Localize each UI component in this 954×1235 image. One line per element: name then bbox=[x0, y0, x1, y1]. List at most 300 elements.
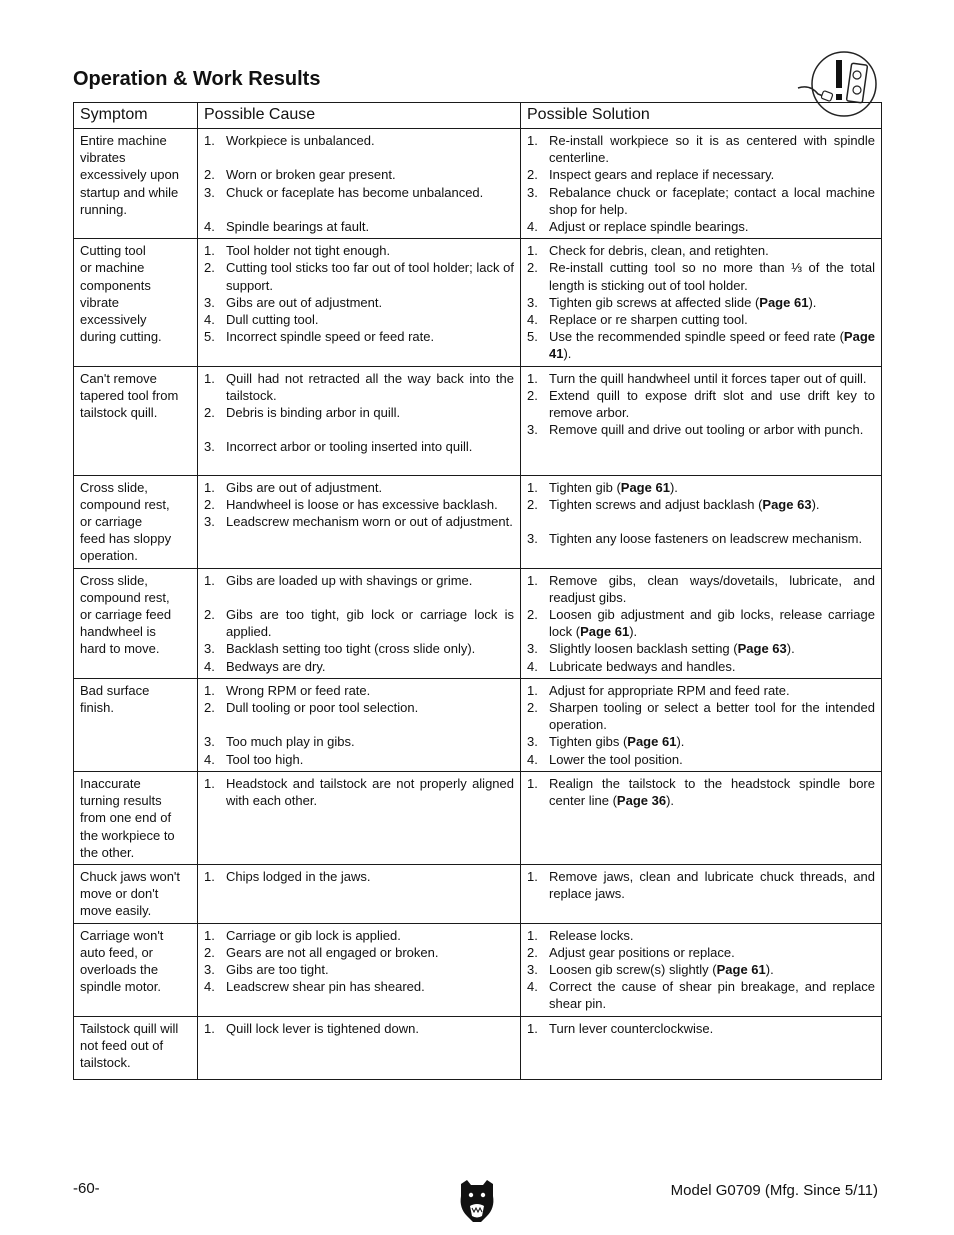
item-text-part: ). bbox=[629, 624, 638, 640]
cause-cell bbox=[198, 475, 521, 568]
item-number: 2. bbox=[204, 700, 215, 716]
item-number: 3. bbox=[204, 184, 215, 200]
item-number: 1. bbox=[527, 682, 538, 698]
item-text bbox=[226, 699, 514, 716]
item-text bbox=[226, 751, 514, 768]
item-text-part: Gibs are too tight, gib lock or carriage lock is applied. bbox=[226, 607, 514, 640]
cause-item bbox=[204, 868, 514, 885]
item-text-part: Lower the tool position. bbox=[549, 751, 683, 767]
cause-cell bbox=[198, 1016, 521, 1079]
solution-item bbox=[527, 530, 875, 547]
item-text-part: Remove gibs, clean ways/dovetails, lubricate, and readjust gibs. bbox=[549, 572, 875, 605]
item-text bbox=[549, 259, 875, 293]
solution-item bbox=[527, 259, 875, 293]
item-number: 1. bbox=[204, 1020, 215, 1036]
item-text bbox=[226, 640, 514, 657]
item-spacer bbox=[527, 513, 875, 530]
item-text-part: Chips lodged in the jaws. bbox=[226, 868, 371, 884]
item-text bbox=[549, 606, 875, 640]
item-text-part: Tighten gib ( bbox=[549, 479, 621, 495]
item-number: 4. bbox=[527, 658, 538, 674]
item-number: 4. bbox=[527, 219, 538, 235]
item-text-part: Loosen gib screw(s) slightly ( bbox=[549, 961, 717, 977]
item-number: 2. bbox=[527, 387, 538, 403]
table-row bbox=[74, 475, 882, 568]
symptom-cell: Entire machine vibrates excessively upon startup and while running. bbox=[74, 129, 198, 239]
header-possible-solution: Possible Solution bbox=[521, 103, 882, 129]
item-text bbox=[226, 496, 514, 513]
item-text bbox=[226, 370, 514, 404]
cause-item bbox=[204, 370, 514, 404]
solution-cell bbox=[521, 923, 882, 1016]
cause-cell bbox=[198, 923, 521, 1016]
item-text bbox=[549, 682, 875, 699]
solution-item bbox=[527, 242, 875, 259]
item-spacer bbox=[204, 421, 514, 438]
solution-item bbox=[527, 658, 875, 675]
item-number: 1. bbox=[204, 133, 215, 148]
page-reference: Page 61 bbox=[627, 734, 677, 750]
solution-cell bbox=[521, 864, 882, 923]
item-number: 4. bbox=[204, 218, 215, 234]
item-number: 1. bbox=[204, 775, 215, 791]
item-text-part: ). bbox=[786, 641, 795, 657]
item-number: 1. bbox=[527, 572, 538, 588]
item-text bbox=[549, 868, 875, 902]
cause-item bbox=[204, 1020, 514, 1037]
cause-item bbox=[204, 606, 514, 640]
item-text-part: Chuck or faceplate has become unbalanced. bbox=[226, 184, 484, 200]
cause-item bbox=[204, 640, 514, 657]
item-text-part: Leadscrew mechanism worn or out of adjustment. bbox=[226, 514, 513, 530]
item-text-part: Handwheel is loose or has excessive backlash. bbox=[226, 496, 498, 512]
solution-cell bbox=[521, 771, 882, 864]
item-number: 3. bbox=[204, 641, 215, 657]
item-text-part: Quill had not retracted all the way back into the tailstock. bbox=[226, 370, 514, 403]
item-text bbox=[549, 751, 875, 768]
item-text-part: Incorrect arbor or tooling inserted into quill. bbox=[226, 439, 473, 455]
item-text bbox=[549, 294, 875, 311]
item-text bbox=[549, 927, 875, 944]
item-text-part: Extend quill to expose drift slot and use drift key to remove arbor. bbox=[549, 387, 875, 421]
table-row bbox=[74, 923, 882, 1016]
item-text bbox=[226, 978, 514, 995]
solution-item bbox=[527, 166, 875, 183]
item-number: 4. bbox=[527, 979, 538, 995]
solution-item bbox=[527, 868, 875, 902]
header-symptom: Symptom bbox=[74, 103, 198, 129]
cause-cell bbox=[198, 129, 521, 239]
item-number: 2. bbox=[527, 607, 538, 623]
item-text bbox=[226, 259, 514, 293]
item-number: 2. bbox=[527, 496, 538, 512]
item-text-part: Gears are not all engaged or broken. bbox=[226, 944, 439, 960]
item-text bbox=[549, 699, 875, 733]
solution-item bbox=[527, 184, 875, 218]
item-number: 1. bbox=[204, 927, 215, 943]
solution-item bbox=[527, 496, 875, 513]
item-number: 1. bbox=[527, 1020, 538, 1036]
item-text-part: Dull cutting tool. bbox=[226, 312, 319, 328]
item-text-part: Release locks. bbox=[549, 927, 634, 943]
solution-item bbox=[527, 606, 875, 640]
item-text bbox=[226, 438, 514, 455]
item-text bbox=[226, 328, 514, 345]
item-text bbox=[226, 132, 514, 149]
solution-item bbox=[527, 1020, 875, 1037]
solution-item bbox=[527, 699, 875, 733]
item-text-part: Inspect gears and replace if necessary. bbox=[549, 167, 775, 183]
item-text-part: Lubricate bedways and handles. bbox=[549, 658, 736, 674]
item-text bbox=[549, 166, 875, 183]
cause-item bbox=[204, 513, 514, 530]
page-reference: Page 36 bbox=[616, 793, 667, 809]
item-text bbox=[226, 404, 514, 421]
solution-item bbox=[527, 961, 875, 978]
page-reference: Page 63 bbox=[737, 641, 787, 657]
item-text-part: Realign the tailstock to the headstock spindle bore center line ( bbox=[549, 775, 875, 809]
cause-item bbox=[204, 682, 514, 699]
item-text-part: Gibs are too tight. bbox=[226, 961, 329, 977]
solution-item bbox=[527, 387, 875, 421]
item-text bbox=[226, 927, 514, 944]
table-row bbox=[74, 568, 882, 678]
cause-item bbox=[204, 259, 514, 293]
item-number: 2. bbox=[204, 496, 215, 512]
item-text bbox=[226, 775, 514, 809]
troubleshooting-table bbox=[73, 102, 882, 1080]
solution-cell bbox=[521, 475, 882, 568]
solution-cell bbox=[521, 678, 882, 771]
item-text-part: ). bbox=[765, 961, 774, 977]
item-text bbox=[226, 1020, 514, 1037]
cause-cell bbox=[198, 239, 521, 366]
item-text bbox=[226, 944, 514, 961]
cause-item bbox=[204, 166, 514, 183]
item-text-part: Backlash setting too tight (cross slide only). bbox=[226, 641, 476, 657]
symptom-cell: Chuck jaws won't move or don't move easily. bbox=[74, 864, 198, 923]
item-number: 1. bbox=[204, 572, 215, 588]
cause-item bbox=[204, 699, 514, 716]
item-text bbox=[226, 733, 514, 750]
item-text bbox=[549, 572, 875, 606]
cause-item bbox=[204, 218, 514, 235]
cause-item bbox=[204, 927, 514, 944]
item-number: 4. bbox=[204, 751, 215, 767]
item-number: 3. bbox=[204, 961, 215, 977]
item-text bbox=[549, 184, 875, 218]
item-text bbox=[226, 513, 514, 530]
item-number: 1. bbox=[527, 868, 538, 884]
item-text-part: Adjust gear positions or replace. bbox=[549, 944, 735, 960]
item-text-part: Quill lock lever is tightened down. bbox=[226, 1020, 419, 1036]
cause-item bbox=[204, 311, 514, 328]
item-number: 1. bbox=[527, 775, 538, 791]
solution-cell bbox=[521, 568, 882, 678]
item-text-part: Tool too high. bbox=[226, 751, 304, 767]
item-text-part: Adjust for appropriate RPM and feed rate. bbox=[549, 682, 790, 698]
item-number: 2. bbox=[527, 944, 538, 960]
item-text-part: Dull tooling or poor tool selection. bbox=[226, 700, 419, 716]
solution-item bbox=[527, 218, 875, 235]
item-text-part: Remove jaws, clean and lubricate chuck threads, and replace jaws. bbox=[549, 868, 875, 902]
item-text bbox=[226, 961, 514, 978]
table-row bbox=[74, 239, 882, 366]
item-spacer bbox=[204, 716, 514, 733]
item-number: 1. bbox=[527, 479, 538, 495]
item-text-part: Gibs are loaded up with shavings or grime. bbox=[226, 572, 473, 588]
cause-item bbox=[204, 294, 514, 311]
cause-cell bbox=[198, 568, 521, 678]
item-text-part: ). bbox=[666, 793, 675, 809]
item-number: 1. bbox=[204, 370, 215, 386]
cause-item bbox=[204, 242, 514, 259]
item-text bbox=[549, 775, 875, 809]
item-number: 3. bbox=[527, 184, 538, 200]
symptom-cell: Cutting tool or machine components vibrate excessively during cutting. bbox=[74, 239, 198, 366]
symptom-cell: Inaccurate turning results from one end of the workpiece to the other. bbox=[74, 771, 198, 864]
solution-item bbox=[527, 682, 875, 699]
item-number: 3. bbox=[204, 734, 215, 750]
grizzly-bear-logo-icon bbox=[457, 1178, 497, 1224]
item-text bbox=[549, 658, 875, 675]
item-number: 2. bbox=[527, 700, 538, 716]
item-text bbox=[549, 733, 875, 750]
item-text bbox=[549, 242, 875, 259]
item-text-part: Rebalance chuck or faceplate; contact a local machine shop for help. bbox=[549, 184, 875, 217]
solution-cell bbox=[521, 129, 882, 239]
item-number: 3. bbox=[527, 641, 538, 657]
page-reference: Page 61 bbox=[716, 961, 766, 977]
item-text bbox=[549, 132, 875, 166]
item-text bbox=[549, 421, 875, 438]
solution-item bbox=[527, 328, 875, 362]
item-text-part: Too much play in gibs. bbox=[226, 734, 355, 750]
table-row bbox=[74, 366, 882, 475]
solution-cell bbox=[521, 366, 882, 475]
item-text-part: Headstock and tailstock are not properly aligned with each other. bbox=[226, 775, 514, 809]
item-number: 4. bbox=[527, 312, 538, 328]
item-text-part: Correct the cause of shear pin breakage, and replace shear pin. bbox=[549, 979, 875, 1012]
symptom-cell: Cross slide, compound rest, or carriage feed has sloppy operation. bbox=[74, 475, 198, 568]
item-text bbox=[226, 184, 514, 201]
item-text-part: Debris is binding arbor in quill. bbox=[226, 405, 401, 421]
solution-item bbox=[527, 733, 875, 750]
item-number: 1. bbox=[204, 868, 215, 884]
item-number: 1. bbox=[204, 682, 215, 698]
solution-item bbox=[527, 751, 875, 768]
item-text-part: Loosen gib adjustment and gib locks, release carriage lock ( bbox=[549, 607, 875, 640]
item-text-part: Remove quill and drive out tooling or arbor with punch. bbox=[549, 422, 864, 438]
item-text bbox=[226, 311, 514, 328]
item-text bbox=[549, 944, 875, 961]
item-text-part: Gibs are out of adjustment. bbox=[226, 479, 383, 495]
cause-item bbox=[204, 733, 514, 750]
solution-item bbox=[527, 311, 875, 328]
item-text bbox=[226, 606, 514, 640]
solution-item bbox=[527, 572, 875, 606]
cause-item bbox=[204, 132, 514, 149]
item-number: 3. bbox=[204, 439, 215, 455]
item-number: 3. bbox=[204, 294, 215, 310]
cause-item bbox=[204, 438, 514, 455]
item-number: 1. bbox=[527, 927, 538, 943]
solution-item bbox=[527, 640, 875, 657]
item-text-part: Tighten gib screws at affected slide ( bbox=[549, 294, 760, 310]
cause-item bbox=[204, 775, 514, 809]
page-reference: Page 63 bbox=[762, 496, 812, 512]
cause-item bbox=[204, 751, 514, 768]
page-title: Operation & Work Results bbox=[73, 68, 321, 90]
item-spacer bbox=[204, 149, 514, 166]
item-number: 3. bbox=[204, 514, 215, 530]
item-text bbox=[226, 166, 514, 183]
table-row bbox=[74, 129, 882, 239]
solution-item bbox=[527, 421, 875, 438]
item-spacer bbox=[204, 589, 514, 606]
table-row bbox=[74, 678, 882, 771]
cause-item bbox=[204, 404, 514, 421]
item-text-part: ). bbox=[676, 734, 685, 750]
page-reference: Page 61 bbox=[580, 624, 630, 640]
item-number: 4. bbox=[204, 979, 215, 995]
item-number: 1. bbox=[204, 243, 215, 259]
symptom-cell: Carriage won't auto feed, or overloads the spindle motor. bbox=[74, 923, 198, 1016]
item-number: 3. bbox=[527, 531, 538, 547]
item-text bbox=[226, 479, 514, 496]
item-text bbox=[226, 682, 514, 699]
item-text-part: Sharpen tooling or select a better tool for the intended operation. bbox=[549, 700, 875, 733]
item-number: 3. bbox=[527, 734, 538, 750]
item-text-part: Re-install workpiece so it is as centered with spindle centerline. bbox=[549, 133, 875, 166]
cause-item bbox=[204, 658, 514, 675]
item-text bbox=[549, 961, 875, 978]
item-text bbox=[549, 1020, 875, 1037]
item-text-part: Tighten gibs ( bbox=[549, 734, 628, 750]
item-text-part: Spindle bearings at fault. bbox=[226, 218, 370, 234]
item-number: 5. bbox=[204, 329, 215, 345]
item-text-part: ). bbox=[808, 294, 817, 310]
item-text-part: Leadscrew shear pin has sheared. bbox=[226, 979, 425, 995]
cause-item bbox=[204, 328, 514, 345]
item-text-part: ). bbox=[669, 479, 678, 495]
item-text bbox=[549, 530, 875, 547]
cause-item bbox=[204, 184, 514, 201]
item-text-part: Tighten any loose fasteners on leadscrew mechanism. bbox=[549, 531, 863, 547]
table-row bbox=[74, 864, 882, 923]
item-text bbox=[549, 311, 875, 328]
cause-item bbox=[204, 496, 514, 513]
solution-item bbox=[527, 370, 875, 387]
item-text bbox=[549, 640, 875, 657]
cause-item bbox=[204, 961, 514, 978]
symptom-cell: Bad surface finish. bbox=[74, 678, 198, 771]
item-text bbox=[549, 387, 875, 421]
item-text bbox=[549, 496, 875, 513]
solution-item bbox=[527, 479, 875, 496]
item-number: 1. bbox=[527, 133, 538, 148]
item-number: 3. bbox=[527, 422, 538, 438]
item-text bbox=[226, 658, 514, 675]
cause-item bbox=[204, 978, 514, 995]
solution-item bbox=[527, 944, 875, 961]
item-text-part: Tighten screws and adjust backlash ( bbox=[549, 496, 763, 512]
item-text-part: Gibs are out of adjustment. bbox=[226, 294, 383, 310]
solution-item bbox=[527, 927, 875, 944]
solution-item bbox=[527, 978, 875, 1012]
item-number: 2. bbox=[204, 607, 215, 623]
item-spacer bbox=[204, 201, 514, 218]
item-text-part: Slightly loosen backlash setting ( bbox=[549, 641, 738, 657]
item-number: 2. bbox=[204, 405, 215, 421]
item-number: 2. bbox=[527, 260, 538, 276]
item-text bbox=[549, 328, 875, 362]
cause-item bbox=[204, 479, 514, 496]
symptom-cell: Can't remove tapered tool from tailstock quill. bbox=[74, 366, 198, 475]
model-label: Model G0709 (Mfg. Since 5/11) bbox=[670, 1182, 878, 1199]
item-text bbox=[226, 572, 514, 589]
cause-cell bbox=[198, 366, 521, 475]
symptom-cell: Cross slide, compound rest, or carriage feed handwheel is hard to move. bbox=[74, 568, 198, 678]
page-reference: Page 41 bbox=[549, 329, 875, 362]
item-number: 2. bbox=[204, 260, 215, 276]
solution-cell bbox=[521, 239, 882, 366]
solution-item bbox=[527, 294, 875, 311]
item-number: 3. bbox=[527, 961, 538, 977]
item-text-part: Use the recommended spindle speed or feed rate ( bbox=[549, 329, 844, 345]
symptom-cell: Tailstock quill will not feed out of tailstock. bbox=[74, 1016, 198, 1079]
item-text-part: ). bbox=[563, 346, 572, 362]
item-text-part: Carriage or gib lock is applied. bbox=[226, 927, 401, 943]
item-number: 1. bbox=[527, 243, 538, 259]
item-text-part: Incorrect spindle speed or feed rate. bbox=[226, 329, 435, 345]
item-number: 2. bbox=[204, 944, 215, 960]
item-text bbox=[549, 370, 875, 387]
item-text-part: Wrong RPM or feed rate. bbox=[226, 682, 371, 698]
item-number: 1. bbox=[204, 479, 215, 495]
page-reference: Page 61 bbox=[620, 479, 670, 495]
item-text bbox=[549, 479, 875, 496]
page-reference: Page 61 bbox=[759, 294, 809, 310]
solution-item bbox=[527, 132, 875, 166]
page-number: -60- bbox=[73, 1180, 100, 1197]
item-text-part: Turn the quill handwheel until it forces taper out of quill. bbox=[549, 370, 867, 386]
item-number: 2. bbox=[527, 167, 538, 183]
item-text-part: Cutting tool sticks too far out of tool holder; lack of support. bbox=[226, 260, 514, 293]
item-text bbox=[549, 218, 875, 235]
cause-cell bbox=[198, 864, 521, 923]
solution-item bbox=[527, 775, 875, 809]
item-number: 2. bbox=[204, 167, 215, 183]
item-text-part: Turn lever counterclockwise. bbox=[549, 1020, 714, 1036]
table-header-row bbox=[74, 103, 882, 129]
item-text-part: Adjust or replace spindle bearings. bbox=[549, 219, 749, 235]
item-number: 4. bbox=[204, 312, 215, 328]
item-text bbox=[226, 294, 514, 311]
item-text-part: Replace or re sharpen cutting tool. bbox=[549, 312, 748, 328]
item-number: 3. bbox=[527, 294, 538, 310]
item-number: 4. bbox=[204, 658, 215, 674]
item-text-part: Bedways are dry. bbox=[226, 658, 326, 674]
cause-cell bbox=[198, 678, 521, 771]
item-number: 4. bbox=[527, 751, 538, 767]
item-text bbox=[226, 242, 514, 259]
item-text-part: Workpiece is unbalanced. bbox=[226, 133, 375, 148]
table-row bbox=[74, 1016, 882, 1079]
item-text bbox=[226, 868, 514, 885]
item-number: 1. bbox=[527, 370, 538, 386]
item-number: 5. bbox=[527, 329, 538, 345]
